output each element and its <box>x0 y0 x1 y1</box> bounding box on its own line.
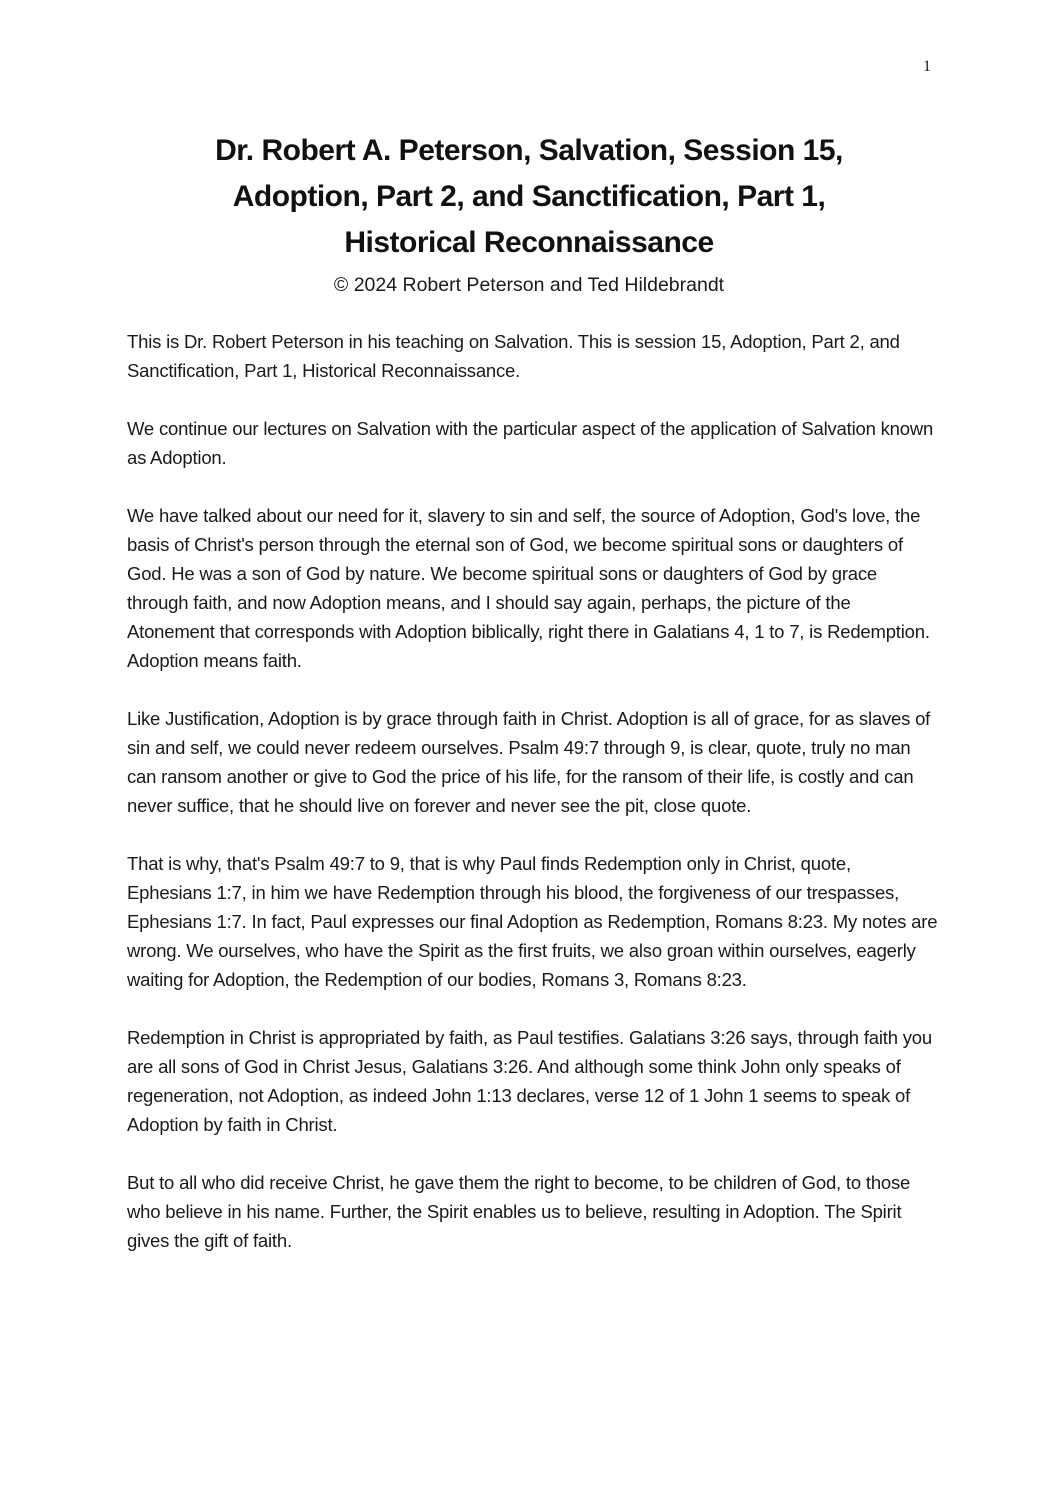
title-line-2: Adoption, Part 2, and Sanctification, Part 1, <box>232 180 826 213</box>
paragraph-4: Like Justification, Adoption is by grace through faith in Christ. Adoption is all of grace, for as slaves of sin and self, we could never redeem ourselves. Psalm 49:7 through 9, is clear, quote, truly no man can ransom another or give to God the price of his life, for the ransom of their life, is costly and can never suffice, that he should live on forever and never see the pit, close quote. <box>127 708 931 816</box>
paragraph-3: We have talked about our need for it, slavery to sin and self, the source of Adoption, God's love, the basis of Christ's person through the eternal son of God, we become spiritual sons or daughters of God. He was a son of God by nature. We become spiritual sons or daughters of God by grace through faith, and now Adoption means, and I should say again, perhaps, the picture of the Atonement that corresponds with Adoption biblically, right there in Galatians 4, 1 to 7, is Redemption. Adoption means faith. <box>127 505 930 671</box>
paragraph-1: This is Dr. Robert Peterson in his teaching on Salvation. This is session 15, Adoption, Part 2, and Sanctification, Part 1, Historical Reconnaissance. <box>127 331 900 381</box>
copyright-line: © 2024 Robert Peterson and Ted Hildebrandt <box>333 274 725 296</box>
paragraph-6: Redemption in Christ is appropriated by faith, as Paul testifies. Galatians 3:26 says, through faith you are all sons of God in Christ Jesus, Galatians 3:26. And although some think John only speaks of regeneration, not Adoption, as indeed John 1:13 declares, verse 12 of 1 John 1 seems to speak of Adoption by faith in Christ. <box>127 1027 932 1135</box>
paragraph-5: That is why, that's Psalm 49:7 to 9, that is why Paul finds Redemption only in Christ, quote, Ephesians 1:7, in him we have Redemption through his blood, the forgiveness of our trespasses, Ephesians 1:7. In fact, Paul expresses our final Adoption as Redemption, Romans 8:23. My notes are wrong. We ourselves, who have the Spirit as the first fruits, we also groan within ourselves, eagerly waiting for Adoption, the Redemption of our bodies, Romans 3, Romans 8:23. <box>127 853 938 990</box>
paragraph-2: We continue our lectures on Salvation with the particular aspect of the application of Salvation known as Adoption. <box>127 418 934 468</box>
page-number: 1 <box>923 58 931 75</box>
paragraph-7: But to all who did receive Christ, he gave them the right to become, to be children of God, to those who believe in his name. Further, the Spirit enables us to believe, resulting in Adoption. The Spirit gives the gift of faith. <box>127 1172 911 1251</box>
document-body <box>127 327 940 1255</box>
title-line-1: Dr. Robert A. Peterson, Salvation, Session 15, <box>215 134 843 167</box>
document-title <box>110 128 948 266</box>
title-line-3: Historical Reconnaissance <box>344 226 714 259</box>
